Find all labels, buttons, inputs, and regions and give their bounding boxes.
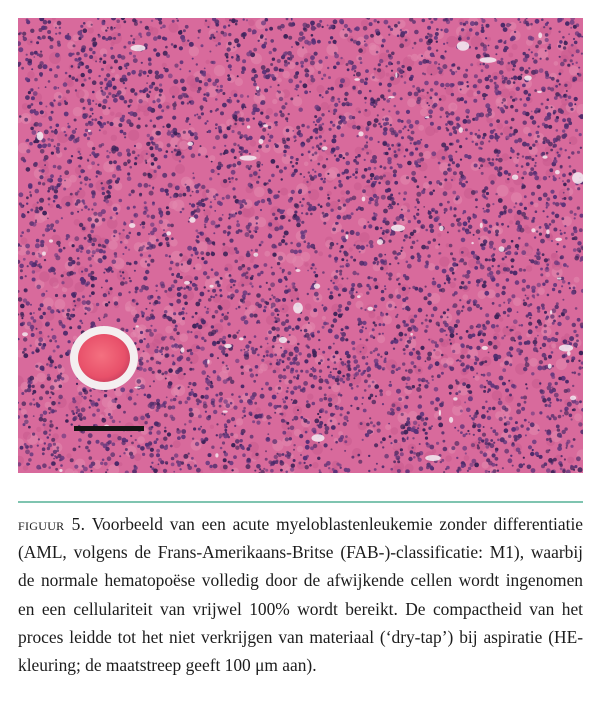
caption-rule — [18, 501, 583, 503]
histology-micrograph — [18, 18, 583, 473]
caption-text: Voorbeeld van een acute myeloblastenleukemie zonder differentiatie (AML, volgens de Frans-Amerikaans-Britse (FAB-)-classificatie: M1), waarbij de normale hematopoëse volledig door de afwijkende cellen wordt ingenomen en een cellulariteit van vrijwel 100% wordt bereikt. De compactheid van het proces leidde tot het niet verkrijgen van materiaal (‘dry-tap’) bij aspiratie (HE-kleuring; de maatstreep geeft 100 μm aan). — [18, 514, 583, 676]
figure-label: figuur 5. — [18, 514, 86, 534]
blood-vessel — [78, 334, 130, 382]
figure-caption — [18, 510, 583, 679]
scale-bar — [74, 426, 144, 431]
micrograph-svg — [18, 18, 583, 473]
